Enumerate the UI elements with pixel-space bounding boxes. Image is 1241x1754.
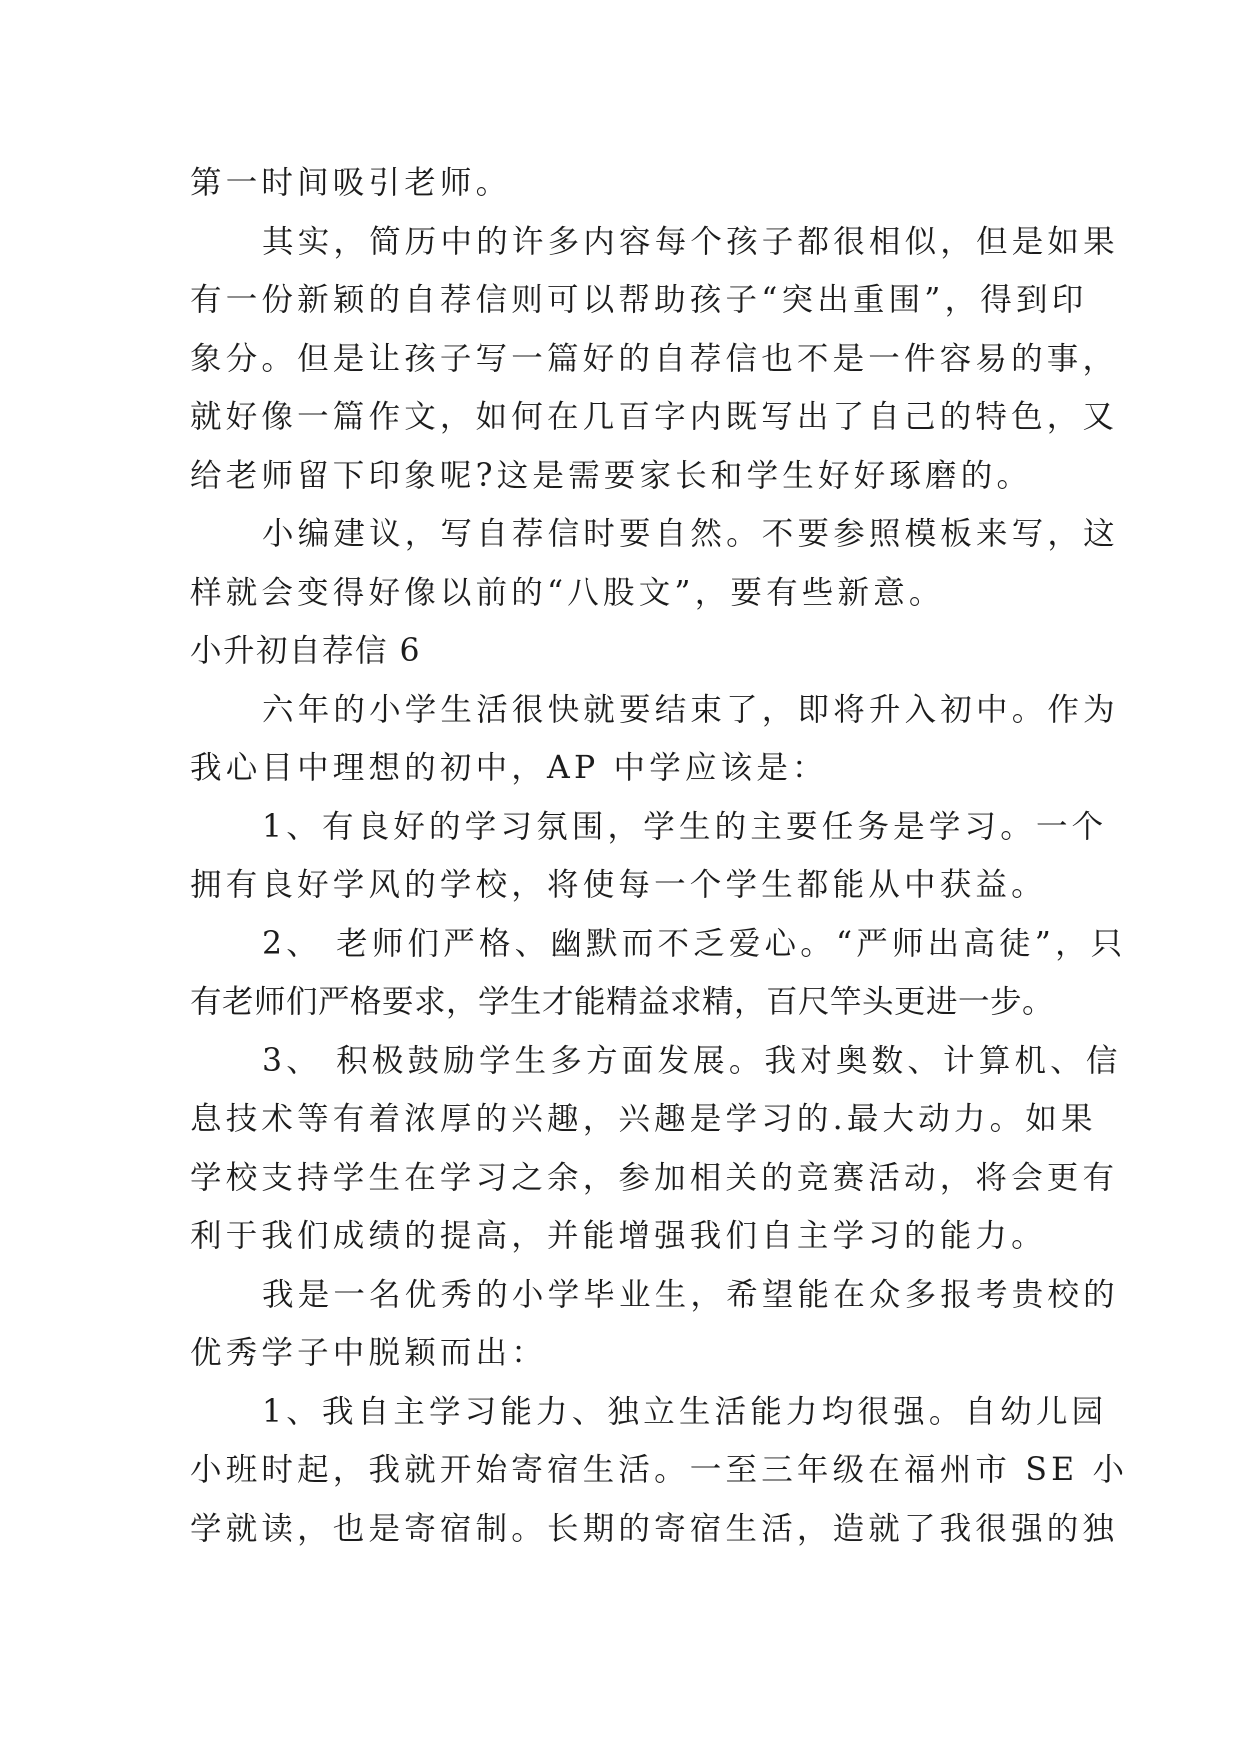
text-line: 六年的小学生活很快就要结束了，即将升入初中。作为 bbox=[262, 691, 1119, 728]
text-line: 优秀学子中脱颖而出： bbox=[190, 1335, 548, 1371]
text-line: 小编建议，写自荐信时要自然。不要参照模板来写，这 bbox=[262, 516, 1119, 552]
text-line: 我心目中理想的初中，AP 中学应该是： bbox=[190, 750, 828, 786]
text-line: 学校支持学生在学习之余，参加相关的竞赛活动，将会更有 bbox=[190, 1159, 1119, 1196]
text-line: 1、有良好的学习氛围，学生的主要任务是学习。一个 bbox=[262, 808, 1108, 845]
text-line: 象分。但是让孩子写一篇好的自荐信也不是一件容易的事， bbox=[190, 340, 1119, 377]
text-line: 我是一名优秀的小学毕业生，希望能在众多报考贵校的 bbox=[262, 1276, 1119, 1313]
text-line: 给老师留下印象呢?这是需要家长和学生好好琢磨的。 bbox=[190, 457, 1033, 494]
document-body bbox=[190, 154, 1129, 1558]
text-line: 2、 老师们严格、幽默而不乏爱心。“严师出高徒”，只 bbox=[262, 925, 1127, 962]
text-line: 有老师们严格要求，学生才能精益求精，百尺竿头更进一步。 bbox=[190, 984, 1055, 1020]
text-line: 其实，简历中的许多内容每个孩子都很相似，但是如果 bbox=[262, 223, 1119, 260]
text-line: 就好像一篇作文，如何在几百字内既写出了自己的特色，又 bbox=[190, 399, 1119, 435]
text-line: 第一时间吸引老师。 bbox=[190, 165, 512, 201]
text-line: 拥有良好学风的学校，将使每一个学生都能从中获益。 bbox=[190, 867, 1047, 903]
text-line: 样就会变得好像以前的“八股文”，要有些新意。 bbox=[190, 574, 945, 611]
section-heading: 小升初自荐信 6 bbox=[190, 633, 422, 669]
text-line: 小班时起，我就开始寄宿生活。一至三年级在福州市 SE 小 bbox=[190, 1452, 1129, 1488]
text-line: 利于我们成绩的提高，并能增强我们自主学习的能力。 bbox=[190, 1218, 1047, 1254]
text-line: 3、 积极鼓励学生多方面发展。我对奥数、计算机、信 bbox=[262, 1042, 1122, 1079]
text-line: 息技术等有着浓厚的兴趣，兴趣是学习的.最大动力。如果 bbox=[190, 1101, 1097, 1137]
text-line: 1、我自主学习能力、独立生活能力均很强。自幼儿园 bbox=[262, 1393, 1108, 1430]
text-line: 有一份新颖的自荐信则可以帮助孩子“突出重围”，得到印 bbox=[190, 282, 1088, 318]
text-line: 学就读，也是寄宿制。长期的寄宿生活，造就了我很强的独 bbox=[190, 1510, 1119, 1547]
